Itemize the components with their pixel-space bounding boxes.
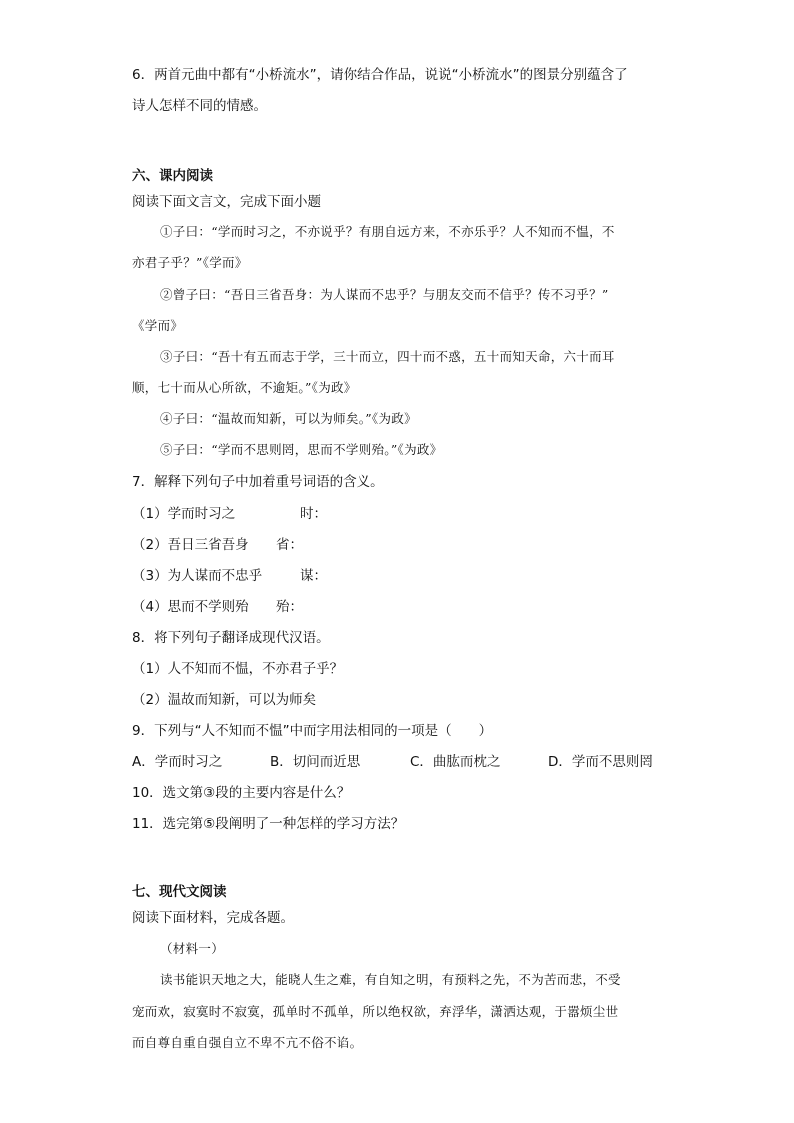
question-6-line-1: 6．两首元曲中都有“小桥流水”，请你结合作品，说说“小桥流水”的图景分别蕴含了	[132, 67, 628, 83]
question-7-item-4: （4）思而不学则殆	[132, 599, 249, 615]
passage-4: ④子曰：“温故而知新，可以为师矣。”《为政》	[160, 411, 417, 426]
question-11-stem: 11．选完第⑤段阐明了一种怎样的学习方法？	[132, 816, 405, 832]
section-7-instruction: 阅读下面材料，完成各题。	[132, 910, 294, 926]
passage-2-line-2: 《学而》	[132, 318, 184, 333]
section-6-heading: 六、课内阅读	[132, 168, 213, 184]
question-7-item-2: （2）吾日三省吾身	[132, 537, 249, 553]
material-line-1: 读书能识天地之大，能晓人生之难，有自知之明，有预料之先，不为苦而悲，不受	[160, 972, 621, 987]
passage-3-line-1: ③子曰：“吾十有五而志于学，三十而立，四十而不惑，五十而知天命，六十而耳	[160, 349, 615, 364]
question-7-item-3-word: 谋：	[300, 568, 327, 584]
question-8-item-1: （1）人不知而不愠，不亦君子乎？	[132, 661, 344, 677]
question-7-item-3: （3）为人谋而不忠乎	[132, 568, 263, 584]
passage-5: ⑤子曰：“学而不思则罔，思而不学则殆。”《为政》	[160, 442, 443, 457]
question-9-option-a: A．学而时习之	[132, 754, 223, 770]
passage-3-line-2: 顺，七十而从心所欲，不逾矩。”《为政》	[132, 380, 357, 395]
question-8-stem: 8．将下列句子翻译成现代汉语。	[132, 630, 330, 646]
passage-1-line-1: ①子曰：“学而时习之，不亦说乎？有朋自远方来，不亦乐乎？人不知而不愠，不	[160, 224, 615, 239]
question-7-item-2-word: 省：	[276, 537, 303, 553]
question-7-item-1: （1）学而时习之	[132, 506, 236, 522]
question-9-option-b: B．切问而近思	[270, 754, 361, 770]
question-7-item-4-word: 殆：	[276, 599, 303, 615]
passage-1-line-2: 亦君子乎？”《学而》	[132, 255, 248, 270]
question-9-stem: 9．下列与“人不知而不愠”中而字用法相同的一项是（ ）	[132, 723, 493, 739]
question-7-item-1-word: 时：	[300, 506, 327, 522]
question-6-line-2: 诗人怎样不同的情感。	[132, 98, 267, 114]
question-9-option-c: C．曲肱而枕之	[410, 754, 501, 770]
section-6-instruction: 阅读下面文言文，完成下面小题	[132, 194, 321, 210]
question-9-option-d: D．学而不思则罔	[548, 754, 653, 770]
material-line-2: 宠而欢，寂寞时不寂寞，孤单时不孤单，所以绝权欲，弃浮华，潇洒达观，于嚣烦尘世	[132, 1004, 619, 1019]
question-10-stem: 10．选文第③段的主要内容是什么？	[132, 785, 351, 801]
material-label: （材料一）	[160, 941, 225, 956]
passage-2-line-1: ②曾子曰：“吾日三省吾身：为人谋而不忠乎？与朋友交而不信乎？传不习乎？”	[160, 287, 609, 302]
question-8-item-2: （2）温故而知新，可以为师矣	[132, 692, 317, 708]
section-7-heading: 七、现代文阅读	[132, 884, 227, 900]
material-line-3: 而自尊自重自强自立不卑不亢不俗不谄。	[132, 1035, 363, 1050]
question-7-stem: 7．解释下列句子中加着重号词语的含义。	[132, 474, 384, 490]
